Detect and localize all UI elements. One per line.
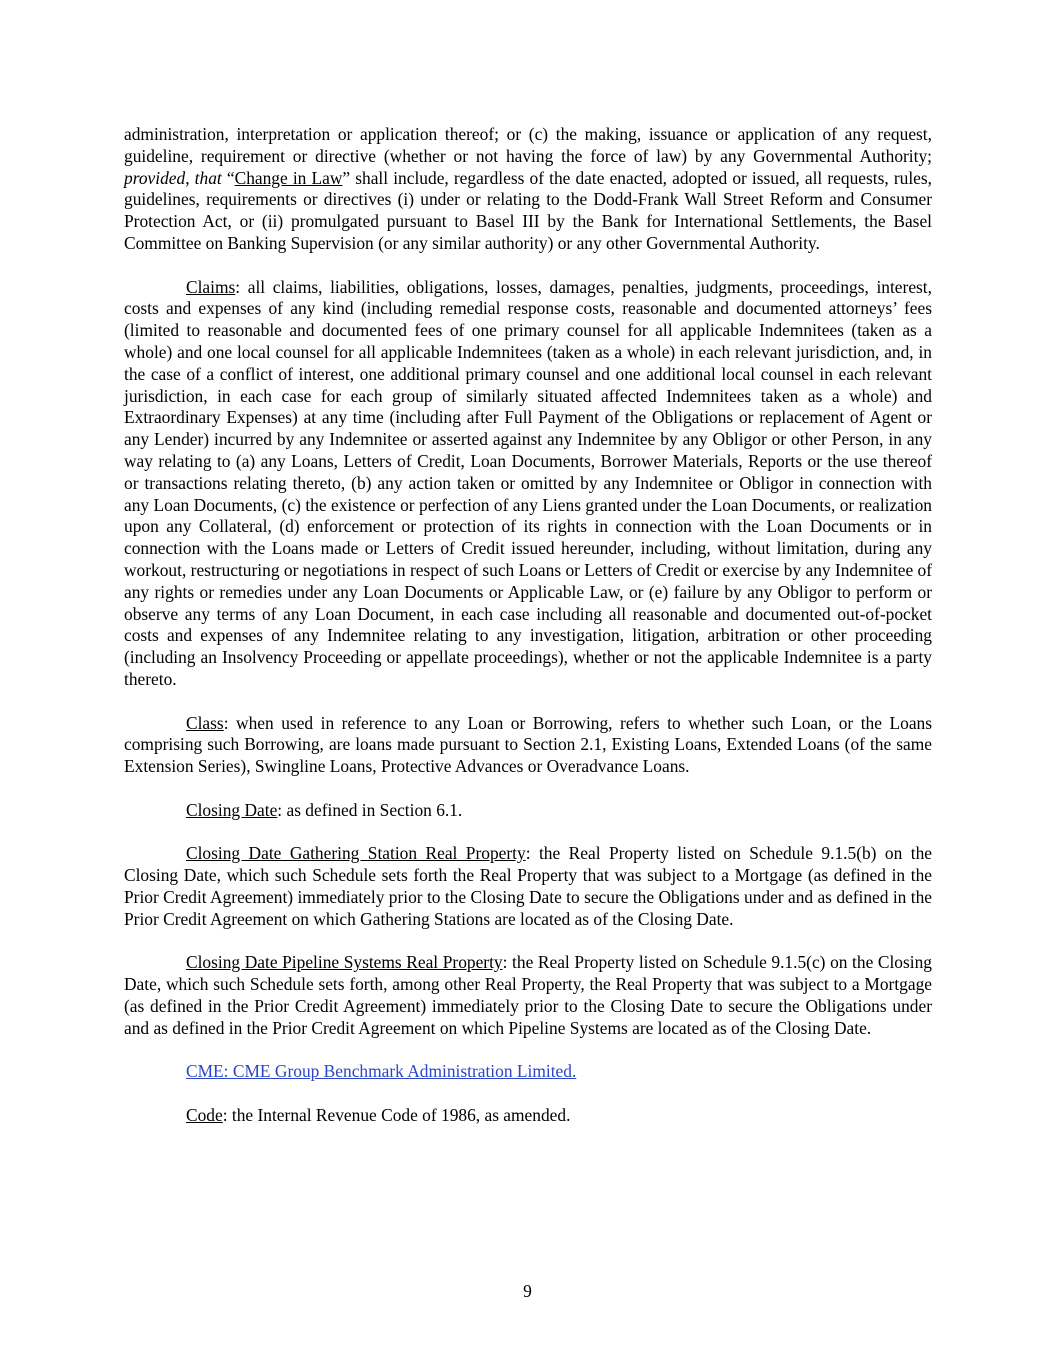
cme-link[interactable]: CME: CME Group Benchmark Administration Limited. (186, 1061, 577, 1082)
definition-text: : when used in reference to any Loan or Borrowing, refers to whether such Loan, or the Loans comprising such Borrowing, are loans made pursuant to Section 2.1, Existing Loans, Extended Loans (of the same Extension Series), Swingline Loans, Protective Advances or Overadvance Loans. (124, 712, 932, 777)
definition-text: : the Real Property listed on Schedule 9.1.5(c) on the Closing Date, which such Schedule sets forth, among other Real Property, the Real Property that was subject to a Mortgage (as defined in the Prior Credit Agreement) immediately prior to the Closing Date to secure the Obligations under and as defined in the Prior Credit Agreement on which Pipeline Systems are located as of the Closing Date. (124, 952, 932, 1038)
definition-text: : the Internal Revenue Code of 1986, as amended. (222, 1104, 571, 1125)
definition-class (124, 713, 932, 778)
definition-claims (124, 277, 932, 691)
definition-cme (124, 1061, 932, 1083)
paragraph-text: administration, interpretation or application thereof; or (c) the making, issuance or application of any request, guideline, requirement or directive (whether or not having the force of law) by any Governmental Authority; (124, 124, 932, 166)
paragraph-text: “ (221, 167, 235, 188)
defined-term-closing-date: Closing Date (186, 799, 278, 820)
definition-text: : as defined in Section 6.1. (277, 799, 463, 820)
definition-closing-date-gathering-station-real-property (124, 843, 932, 930)
italic-that: that (194, 167, 222, 188)
paragraph-text: , (185, 167, 195, 188)
defined-term-change-in-law: Change in Law (234, 167, 343, 188)
defined-term-gathering-station-real-property: Closing Date Gathering Station Real Property (186, 843, 526, 864)
defined-term-claims: Claims (186, 276, 236, 297)
page-number: 9 (523, 1281, 532, 1301)
document-page (124, 124, 932, 1148)
defined-term-class: Class (186, 712, 224, 733)
definition-closing-date-pipeline-systems-real-property (124, 952, 932, 1039)
paragraph-text: ” shall include, regardless of the date enacted, adopted or issued, all requests, rules, guidelines, requirements or directives (i) under or relating to the Dodd-Frank Wall Street Reform and Consumer Protection Act, or (ii) promulgated pursuant to Basel III by the Bank for International Settlements, the Basel Committee on Banking Supervision (or any similar authority) or any other Governmental Authority. (124, 167, 933, 253)
definition-code (124, 1105, 932, 1127)
italic-provided: provided (124, 167, 186, 188)
definition-text: : the Real Property listed on Schedule 9.1.5(b) on the Closing Date, which such Schedule sets forth the Real Property that was subject to a Mortgage (as defined in the Prior Credit Agreement) immediately prior to the Closing Date to secure the Obligations under and as defined in the Prior Credit Agreement on which Gathering Stations are located as of the Closing Date. (124, 843, 932, 929)
definition-closing-date (124, 800, 932, 822)
definition-text: : all claims, liabilities, obligations, losses, damages, penalties, judgments, proceedings, interest, costs and expenses of any kind (including remedial response costs, reasonable and documented attorneys’ fees (limited to reasonable and documented fees of one primary counsel for all applicable Indemnitees (taken as a whole) and one local counsel for all applicable Indemnitees (taken as a whole) in each relevant jurisdiction, and, in the case of a conflict of interest, one additional primary counsel and one additional local counsel in each relevant jurisdiction, in each case for each group of similarly situated affected Indemnitees taken as a whole) and Extraordinary Expenses) at any time (including after Full Payment of the Obligations or replacement of Agent or any Lender) incurred by any Indemnitee or asserted against any Indemnitee by any Obligor or other Person, in any way relating to (a) any Loans, Letters of Credit, Loan Documents, Borrower Materials, Reports or the use thereof or transactions relating thereto, (b) any action taken or omitted by any Indemnitee or Obligor in connection with any Loan Documents, (c) the existence or perfection of any Liens granted under the Loan Documents, or realization upon any Collateral, (d) enforcement or protection of its rights in connection with the Loan Documents or in connection with the Loans made or Letters of Credit issued hereunder, including, without limitation, during any workout, restructuring or negotiations in respect of such Loans or Letters of Credit or exercise by any Indemnitee of any rights or remedies under any Loan Documents or Applicable Law, or (e) failure by any Obligor to perform or observe any terms of any Loan Document, in each case including all reasonable and documented out-of-pocket costs and expenses of any Indemnitee relating to any investigation, litigation, arbitration or other proceeding (including an Insolvency Proceeding or appellate proceedings), whether or not the applicable Indemnitee is a party thereto. (124, 276, 932, 689)
paragraph-change-in-law-continued (124, 124, 932, 255)
defined-term-pipeline-systems-real-property: Closing Date Pipeline Systems Real Property (186, 952, 503, 973)
defined-term-code: Code (186, 1104, 223, 1125)
